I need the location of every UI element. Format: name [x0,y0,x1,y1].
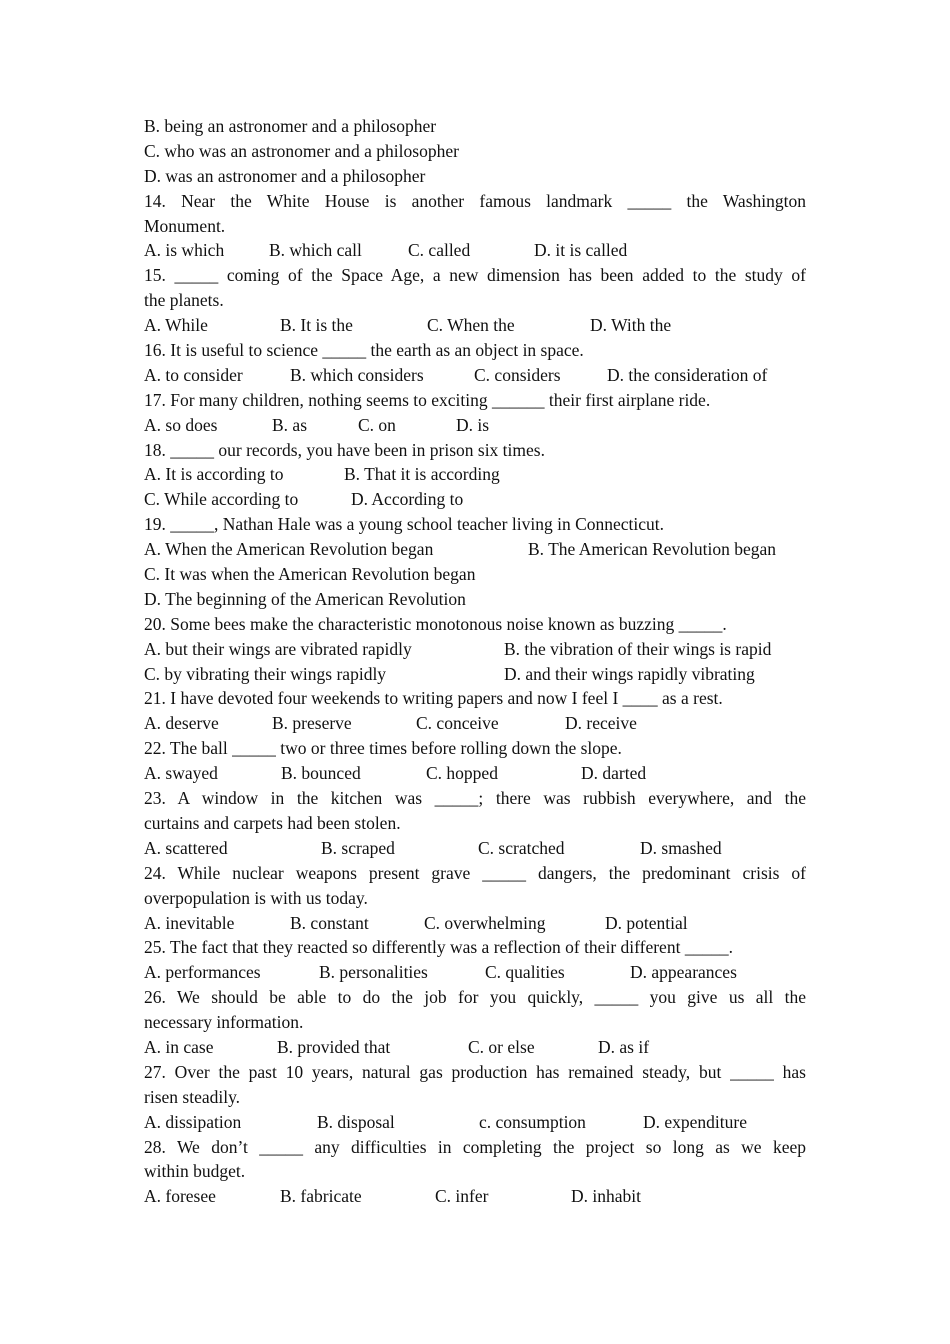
option-a: A. performances [144,962,261,983]
option-b: B. which considers [290,364,424,385]
question-27-stem-cont: risen steadily. [144,1086,241,1107]
question-23-stem-cont: curtains and carpets had been stolen. [144,812,401,833]
option-b: B. preserve [272,713,352,734]
option-a: A. When the American Revolution began [144,539,434,560]
option-b: B. It is the [280,315,353,336]
question-20-options-ab [144,637,806,662]
option-c: C. scratched [478,837,565,858]
option-d: D. and their wings rapidly vibrating [504,663,755,684]
question-19-stem: 19. _____, Nathan Hale was a young school teacher living in Connecticut. [144,514,665,535]
option-c: c. consumption [479,1111,586,1132]
question-17-options [144,413,806,438]
option-c: C. considers [474,364,561,385]
option-c: C. on [358,414,396,435]
option-d: D. potential [605,912,688,933]
question-19-options-ab [144,537,806,562]
question-25-options [144,960,806,985]
option-a: A. It is according to [144,464,284,485]
option-c: C. overwhelming [424,912,546,933]
option-d: D. smashed [640,837,722,858]
option-b: B. scraped [321,837,395,858]
question-21-stem: 21. I have devoted four weekends to writing papers and now I feel I ____ as a rest. [144,688,723,709]
question-24-stem: 24. While nuclear weapons present grave _____ dangers, the predominant crisis of [144,862,806,883]
question-16-stem: 16. It is useful to science _____ the earth as an object in space. [144,340,584,361]
option-a: A. but their wings are vibrated rapidly [144,638,412,659]
option-a: A. is which [144,240,225,261]
question-22-options [144,761,806,786]
question-18-options-ab [144,462,806,487]
question-28-stem-cont: within budget. [144,1161,246,1182]
option-b: B. disposal [317,1111,395,1132]
question-24-stem-cont: overpopulation is with us today. [144,887,368,908]
option-d: D. as if [598,1036,650,1057]
question-27-stem: 27. Over the past 10 years, natural gas production has remained steady, but _____ has [144,1061,806,1082]
question-16-options [144,363,806,388]
option-line: B. being an astronomer and a philosopher [144,116,437,136]
option-d: D. darted [581,763,647,784]
option-d: D. inhabit [571,1186,641,1207]
option-b: B. fabricate [280,1186,362,1207]
question-15-stem: 15. _____ coming of the Space Age, a new dimension has been added to the study of [144,265,806,286]
question-28-stem: 28. We don’t _____ any difficulties in completing the project so long as we keep [144,1136,806,1157]
option-a: A. scattered [144,837,228,858]
option-a: A. swayed [144,763,218,784]
option-a: A. in case [144,1036,214,1057]
document-page [144,114,806,1209]
question-27-options [144,1110,806,1135]
question-15-stem-cont: the planets. [144,290,224,311]
question-22-stem: 22. The ball _____ two or three times before rolling down the slope. [144,738,622,759]
question-17-stem: 17. For many children, nothing seems to exciting ______ their first airplane ride. [144,389,711,410]
option-d: D. The beginning of the American Revolution [144,588,466,609]
option-c: C. conceive [416,713,499,734]
question-28-options [144,1184,806,1209]
option-a: A. to consider [144,364,243,385]
option-d: D. receive [565,713,637,734]
question-14-options [144,238,806,263]
option-a: A. While [144,315,208,336]
option-a: A. dissipation [144,1111,242,1132]
option-b: B. personalities [319,962,428,983]
question-18-stem: 18. _____ our records, you have been in prison six times. [144,439,545,460]
option-a: A. so does [144,414,218,435]
option-d: D. the consideration of [607,364,768,385]
question-25-stem: 25. The fact that they reacted so differently was a reflection of their different _____. [144,937,733,958]
question-21-options [144,711,806,736]
option-a: A. inevitable [144,912,235,933]
option-b: B. provided that [277,1036,391,1057]
option-b: B. the vibration of their wings is rapid [504,638,772,659]
question-23-stem: 23. A window in the kitchen was _____; there was rubbish everywhere, and the [144,788,806,809]
option-line: C. who was an astronomer and a philosopher [144,140,459,161]
question-20-stem: 20. Some bees make the characteristic monotonous noise known as buzzing _____. [144,613,727,634]
option-b: B. constant [290,912,369,933]
option-c: C. infer [435,1186,489,1207]
question-15-options [144,313,806,338]
option-a: A. deserve [144,713,219,734]
option-d: D. appearances [630,962,737,983]
option-c: C. hopped [426,763,498,784]
option-b: B. as [272,414,307,435]
option-c: C. by vibrating their wings rapidly [144,663,387,684]
option-d: D. expenditure [643,1111,747,1132]
question-14-stem-cont: Monument. [144,215,226,236]
option-c: C. called [408,240,471,261]
option-d: D. is [456,414,490,435]
option-c: C. or else [468,1036,535,1057]
option-b: B. bounced [281,763,361,784]
question-24-options [144,911,806,936]
option-a: A. foresee [144,1186,216,1207]
question-26-stem: 26. We should be able to do the job for you quickly, _____ you give us all the [144,987,806,1008]
question-23-options [144,836,806,861]
option-d: D. With the [590,315,672,336]
option-d: D. According to [351,489,464,510]
question-26-stem-cont: necessary information. [144,1012,304,1033]
option-c: C. While according to [144,489,299,510]
option-b: B. That it is according [344,464,500,485]
option-c: C. When the [427,315,515,336]
question-14-stem: 14. Near the White House is another famous landmark _____ the Washington [144,190,806,211]
question-18-options-cd [144,487,806,512]
question-20-options-cd [144,662,806,687]
option-b: B. The American Revolution began [528,539,777,560]
option-b: B. which call [269,240,362,261]
option-c: C. It was when the American Revolution began [144,564,476,585]
option-d: D. it is called [534,240,628,261]
question-26-options [144,1035,806,1060]
option-line: D. was an astronomer and a philosopher [144,165,426,186]
option-c: C. qualities [485,962,565,983]
